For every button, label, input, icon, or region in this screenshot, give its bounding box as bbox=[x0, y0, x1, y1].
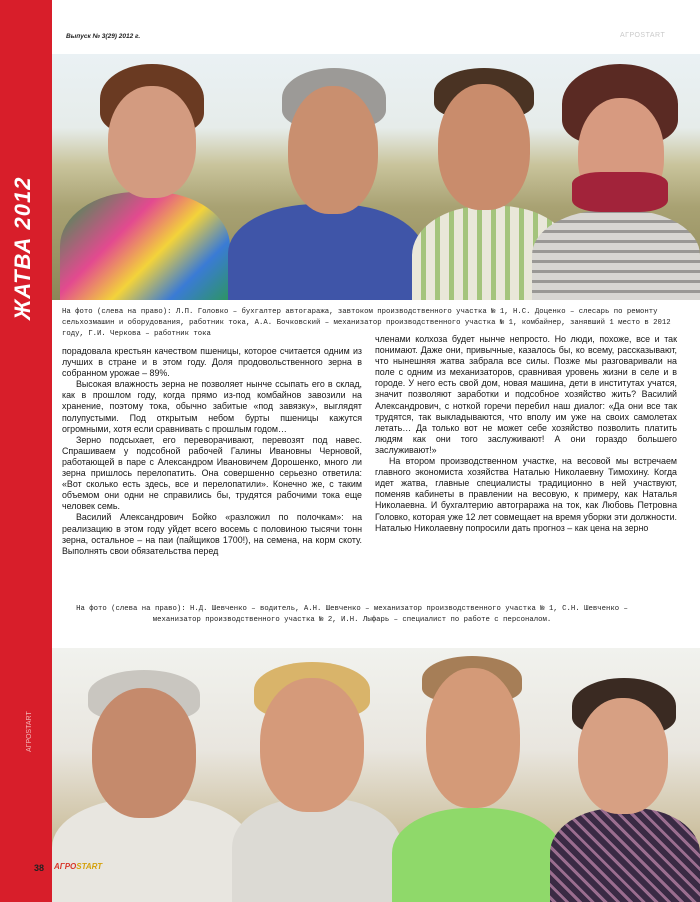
group-photo-bottom bbox=[52, 648, 700, 902]
person-photo bbox=[232, 648, 402, 902]
photo-caption-bottom: На фото (слева на право): Н.Д. Шевченко – водитель, А.Н. Шевченко – механизатор производственного участка № 1, С.Н. Шевченко – механизатор производственного участка № 2, И.Н. Лыфарь – специалист по работе с персоналом. bbox=[76, 605, 628, 624]
issue-label: Выпуск № 3(29) 2012 г. bbox=[66, 33, 141, 40]
section-color-band bbox=[0, 0, 52, 902]
photo-caption-top: На фото (слева на право): Л.П. Головко – бухгалтер автогаража, завтоком производственного участка № 1, Н.С. Доценко – слесарь по ремонту сельхозмашин и оборудования, работник тока, А.А. Бочковский – механизатор производственного участка № 1, комбайнер, занявший 1 место в 2012 году, Г.И. Черкова – работник тока bbox=[62, 308, 671, 338]
article-column-left bbox=[62, 346, 362, 557]
paragraph: порадовала крестьян качеством пшеницы, которое считается одним из лучших в стране и в этом году. Доля продовольственного зерна в собранном урожае – 89%. bbox=[62, 346, 362, 379]
paragraph: Зерно подсыхает, его переворачивают, перевозят под навес. Спрашиваем у подсобной рабочей Галины Ивановны Черновой, работающей в паре с Александром Ивановичем Дорошенко, много ли зерна пришлось перелопатить. Она совершенно серьезно ответила: «Вот сколько есть здесь, все и перелопатили». Конечно же, с таким объемом они одни не справились бы, трудятся рабочими тока еще человек семь. bbox=[62, 434, 362, 512]
footer-logo: АГРОSTART bbox=[54, 862, 103, 871]
paragraph: Василий Александрович Бойко «разложил по полочкам»: на реализацию в этом году уйдет всего восемь с половиною тысячи тонн зерна, остальное – на паи (пайщиков 1700!), на семена, на корм скоту. Выполнять свои обязательства перед bbox=[62, 512, 362, 556]
paragraph: членами колхоза будет нынче непросто. Но люди, похоже, все и так понимают. Даже они, привычные, казалось бы, ко всему, рассказывают, что нынешняя жатва забрала все силы. Позже мы разговаривали на поле с одним из механизаторов, сравнивая уровень жизни в селе и в городе. У него есть свой дом, новая машина, дети в институтах учатся, значит позволяют заработки и подсобное хозяйство жить? Василий Александрович, с ноткой горечи перебил наш диалог: «Да они все так трудятся, так выкладываются, что вполу им уже на своих самолетах летать… Да только вот не может себе хозяйство позволить платить людям как они того заслуживают! А они гораздо большего заслуживают!» bbox=[375, 334, 677, 455]
group-photo-top bbox=[52, 54, 700, 300]
paragraph: На втором производственном участке, на весовой мы встречаем главного экономиста хозяйства Наталью Николаевну Тимохину. Когда идет жатва, главные специалисты традиционно в ней участвуют, поменяв кабинеты в правлении на весовую, к примеру, как Наталья Николаевна. И бухгалтерию автограража на ток, как Любовь Петровна Головко, которая уже 12 лет совмещает на время уборки эти должности. Наталью Николаевну попросили дать прогноз – как цена на зерно bbox=[375, 456, 677, 533]
person-photo bbox=[52, 54, 232, 300]
page-number: 38 bbox=[34, 863, 45, 873]
paragraph: Высокая влажность зерна не позволяет нынче ссыпать его в склад, как в прошлом году, когда прямо из-под комбайнов завозили на хранение, поэтому тока, обычно забитые «под завязку», выглядят полупустыми. Под открытым небом бурты пшеницы кажутся огромными, хотя если сравнивать с прошлым годом… bbox=[62, 379, 362, 434]
person-photo bbox=[550, 648, 700, 902]
header-logo: АГРОSTART bbox=[620, 32, 666, 39]
person-photo bbox=[224, 54, 424, 300]
article-column-right bbox=[375, 334, 677, 534]
person-photo bbox=[392, 648, 562, 902]
person-photo bbox=[532, 54, 700, 300]
